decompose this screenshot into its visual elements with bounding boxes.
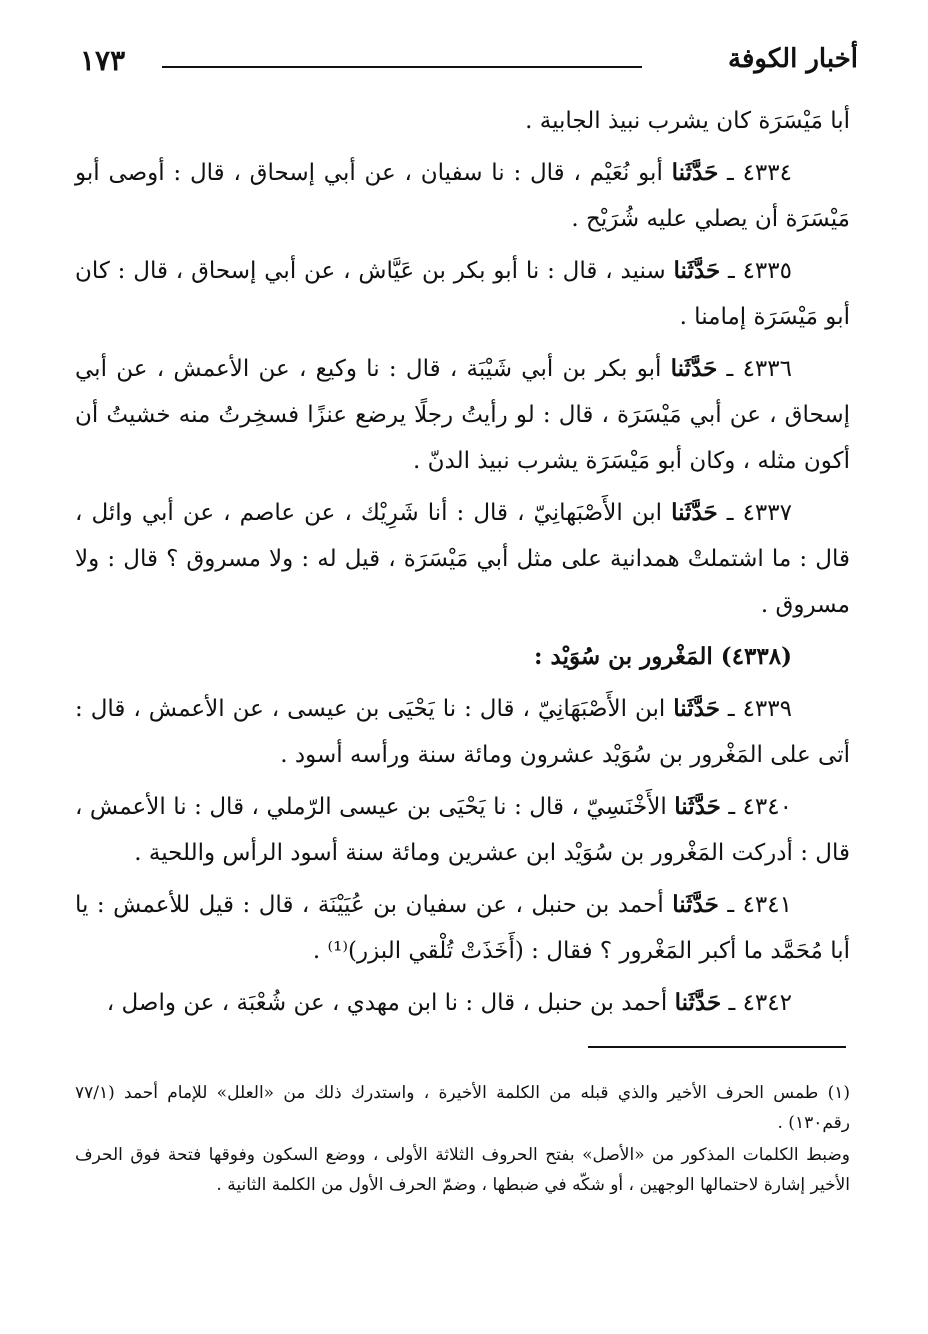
page-header	[70, 40, 858, 80]
hadith-paragraph: ٤٣٤٠ ـ حَدَّثَنا الأَخْنَسِيّ ، قال : نا يَحْيَى بن عيسى الرّملي ، قال : نا الأعمش ، قال : أدركت المَغْرور بن سُوَيْد ابن عشرين ومائة سنة أسود الرأس واللحية .	[75, 793, 850, 866]
footnotes	[75, 1078, 850, 1202]
hadith-text: أبو نُعَيْم ، قال : نا سفيان ، عن أبي إسحاق ، قال : أوصى أبو مَيْسَرَة أن يصلي عليه شُرَيْح .	[75, 160, 850, 232]
hadith-text: أبو بكر بن أبي شَيْبَة ، قال : نا وكيع ، عن الأعمش ، عن أبي إسحاق ، عن أبي مَيْسَرَة ، قال : لو رأيتُ رجلًا يرضع عنزًا فسخِرتُ منه خشيتُ أن أكون مثله ، وكان أبو مَيْسَرَة يشرب نبيذ الدنّ .	[75, 356, 850, 474]
footnote-rule	[588, 1046, 846, 1048]
hadith-paragraph: ٤٣٤٢ ـ حَدَّثَنا أحمد بن حنبل ، قال : نا ابن مهدي ، عن شُعْبَة ، عن واصل ،	[106, 989, 792, 1016]
hadith-number: ٤٣٣٥	[742, 258, 792, 284]
hadith-paragraph: ٤٣٣٧ ـ حَدَّثَنا ابن الأَصْبَهانِيّ ، قال : أنا شَرِيْك ، عن عاصم ، عن أبي وائل ، قال : ما اشتملتْ همدانية على مثل أبي مَيْسَرَة ، قيل له : ولا مسروق ؟ قال : ولا مسروق .	[75, 499, 850, 618]
header-rule	[162, 66, 642, 68]
hadith-lead-word: حَدَّثَنا	[672, 891, 719, 918]
hadith-text: الأَخْنَسِيّ ، قال : نا يَحْيَى بن عيسى الرّملي ، قال : نا الأعمش ، قال : أدركت المَغْرور بن سُوَيْد ابن عشرين ومائة سنة أسود الرأس واللحية .	[75, 794, 850, 866]
hadith-paragraph: ٤٣٣٥ ـ حَدَّثَنا سنيد ، قال : نا أبو بكر بن عَيَّاش ، عن أبي إسحاق ، قال : كان أبو مَيْسَرَة إمامنا .	[75, 257, 850, 330]
main-text	[75, 98, 850, 1032]
continuation-paragraph	[75, 98, 850, 144]
hadith-number: ٤٣٤١	[742, 892, 792, 918]
hadith-lead-word: حَدَّثَنا	[671, 499, 718, 526]
hadith-text: ابن الأَصْبَهَانِيّ ، قال : نا يَحْيَى بن عيسى ، عن الأعمش ، قال : أتى على المَغْرور بن سُوَيْد عشرون ومائة سنة ورأسه أسود .	[75, 696, 850, 768]
section-heading: (٤٣٣٨) المَغْرور بن سُوَيْد :	[534, 643, 792, 670]
hadith-lead-word: حَدَّثَنا	[673, 257, 721, 284]
paragraph-text: أبا مَيْسَرَة كان يشرب نبيذ الجابية .	[525, 108, 850, 134]
page-number: ١٧٣	[80, 44, 126, 77]
hadith-text: أحمد بن حنبل ، قال : نا ابن مهدي ، عن شُعْبَة ، عن واصل ،	[106, 990, 668, 1016]
footnote-1: (١) طمس الحرف الأخير والذي قبله من الكلمة الأخيرة ، واستدرك ذلك من «العلل» للإمام أحمد (٧٧/١ رقم١٣٠) .	[75, 1083, 850, 1133]
hadith-text: سنيد ، قال : نا أبو بكر بن عَيَّاش ، عن أبي إسحاق ، قال : كان أبو مَيْسَرَة إمامنا .	[75, 258, 850, 330]
hadith-number: ٤٣٤٢	[742, 990, 792, 1016]
running-title: أخبار الكوفة	[728, 44, 858, 74]
hadith-paragraph: ٤٣٤١ ـ حَدَّثَنا أحمد بن حنبل ، عن سفيان بن عُيَيْنَة ، قال : قيل للأعمش : يا أبا مُحَمَّد ما أكبر المَغْرور ؟ فقال : (أَخَذَتْ تُلْقي البزر)⁽¹⁾ .	[75, 891, 850, 964]
hadith-paragraph: ٤٣٣٦ ـ حَدَّثَنا أبو بكر بن أبي شَيْبَة ، قال : نا وكيع ، عن الأعمش ، عن أبي إسحاق ، عن أبي مَيْسَرَة ، قال : لو رأيتُ رجلًا يرضع عنزًا فسخِرتُ منه خشيتُ أن أكون مثله ، وكان أبو مَيْسَرَة يشرب نبيذ الدنّ .	[75, 355, 850, 474]
hadith-text: ابن الأَصْبَهانِيّ ، قال : أنا شَرِيْك ، عن عاصم ، عن أبي وائل ، قال : ما اشتملتْ همدانية على مثل أبي مَيْسَرَة ، قيل له : ولا مسروق ؟ قال : ولا مسروق .	[75, 500, 850, 618]
footnote-1-continuation: وضبط الكلمات المذكور من «الأصل» بفتح الحروف الثلاثة الأولى ، ووضع السكون وفوقها فتحة فوق الحرف الأخير إشارة لاحتمالها الوجهين ، أو شكّه في ضبطها ، وضمّ الحرف الأول من الكلمة الثانية .	[75, 1145, 850, 1195]
hadith-lead-word: حَدَّثَنا	[674, 793, 721, 820]
hadith-lead-word: حَدَّثَنا	[673, 695, 720, 722]
hadith-number: ٤٣٣٤	[742, 160, 792, 186]
hadith-number: ٤٣٤٠	[742, 794, 792, 820]
hadith-number: ٤٣٣٦	[742, 356, 792, 382]
hadith-lead-word: حَدَّثَنا	[671, 159, 719, 186]
hadith-lead-word: حَدَّثَنا	[674, 989, 722, 1016]
hadith-paragraph: ٤٣٣٩ ـ حَدَّثَنا ابن الأَصْبَهَانِيّ ، قال : نا يَحْيَى بن عيسى ، عن الأعمش ، قال : أتى على المَغْرور بن سُوَيْد عشرون ومائة سنة ورأسه أسود .	[75, 695, 850, 768]
hadith-number: ٤٣٣٧	[742, 500, 792, 526]
hadith-lead-word: حَدَّثَنا	[670, 355, 718, 382]
hadith-number: ٤٣٣٩	[742, 696, 792, 722]
hadith-paragraph: ٤٣٣٤ ـ حَدَّثَنا أبو نُعَيْم ، قال : نا سفيان ، عن أبي إسحاق ، قال : أوصى أبو مَيْسَرَة أن يصلي عليه شُرَيْح .	[75, 159, 850, 232]
hadith-text: أحمد بن حنبل ، عن سفيان بن عُيَيْنَة ، قال : قيل للأعمش : يا أبا مُحَمَّد ما أكبر المَغْرور ؟ فقال : (أَخَذَتْ تُلْقي البزر)⁽¹⁾ .	[75, 892, 850, 964]
